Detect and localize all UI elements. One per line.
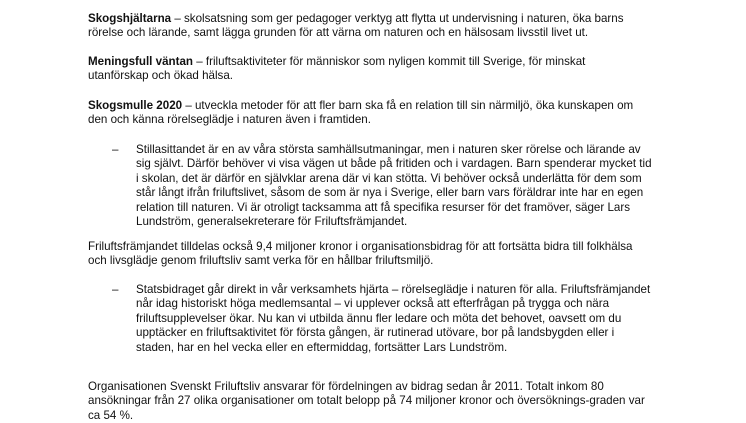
- paragraph-text: Friluftsfrämjandet tilldelas också 9,4 miljoner kronor i organisationsbidrag för att fortsätta bidra till folkhälsa och livsglädje genom friluftsliv samt verka för en hållbar friluftsmiljö.: [88, 240, 633, 268]
- paragraph-text: Organisationen Svenskt Friluftsliv ansvarar för fördelningen av bidrag sedan år 2011. Totalt inkom 80 ansökningar från 27 olika organisationer om totalt belopp på 74 miljoner kronor och översöknings-graden var ca 54 %.: [88, 380, 645, 422]
- quote-text: Stillasittandet är en av våra största samhällsutmaningar, men i naturen sker rörelse och lärande av sig självt. Därför behöver vi visa vägen ut både på fritiden och i vardagen. Barn spenderar mycket tid i skolan, det är därför en självklar arena där vi kan stötta. Vi behöver också underlätta för dem som står långt ifrån friluftslivet, såsom de som är nya i Sverige, eller barn vars föräldrar inte har en egen relation till naturen. Vi är otroligt tacksamma att få specifika resurser för det framöver, säger Lars Lundström, generalsekreterare för Friluftsfrämjandet.: [136, 143, 652, 229]
- paragraph-skogshjaltarna: [88, 12, 648, 41]
- paragraph-svenskt-friluftsliv: [88, 380, 648, 423]
- paragraph-text: – friluftsaktiviteter för människor som nyligen kommit till Sverige, för minskat utanförskap och ökad hälsa.: [88, 55, 586, 83]
- paragraph-skogsmulle-2020: [88, 99, 648, 128]
- quote-dash: –: [112, 143, 119, 156]
- quote-text: Statsbidraget går direkt in vår verksamhets hjärta – rörelseglädje i naturen för alla. Friluftsfrämjandet når idag historiskt höga medlemsantal – vi upplever också att efterfrågan på trygga och nära friluftsupplevelser ökar. Nu kan vi utbilda ännu fler ledare och möta det behovet, oavsett om du upptäcker en friluftsaktivitet för första gången, är rutinerad utövare, bor på landsbygden eller i staden, har en hel vecka eller en eftermiddag, fortsätter Lars Lundström.: [136, 283, 651, 354]
- paragraph-text: – utveckla metoder för att fler barn ska få en relation till sin närmiljö, öka kunskapen om den och känna rörelseglädje i naturen även i framtiden.: [88, 99, 634, 127]
- paragraph-title: Skogsmulle 2020: [88, 99, 183, 112]
- paragraph-title: Skogshjältarna: [88, 12, 172, 25]
- paragraph-title: Meningsfull väntan: [88, 55, 193, 68]
- quote-dash: –: [112, 283, 119, 296]
- paragraph-meningsfull-vantan: [88, 55, 648, 84]
- paragraph-text: – skolsatsning som ger pedagoger verktyg att flytta ut undervisning i naturen, öka barns rörelse och lärande, samt lägga grunden för att värna om naturen och en hälsosam livsstil livet ut.: [88, 12, 624, 40]
- paragraph-organisationsbidrag: [88, 240, 648, 269]
